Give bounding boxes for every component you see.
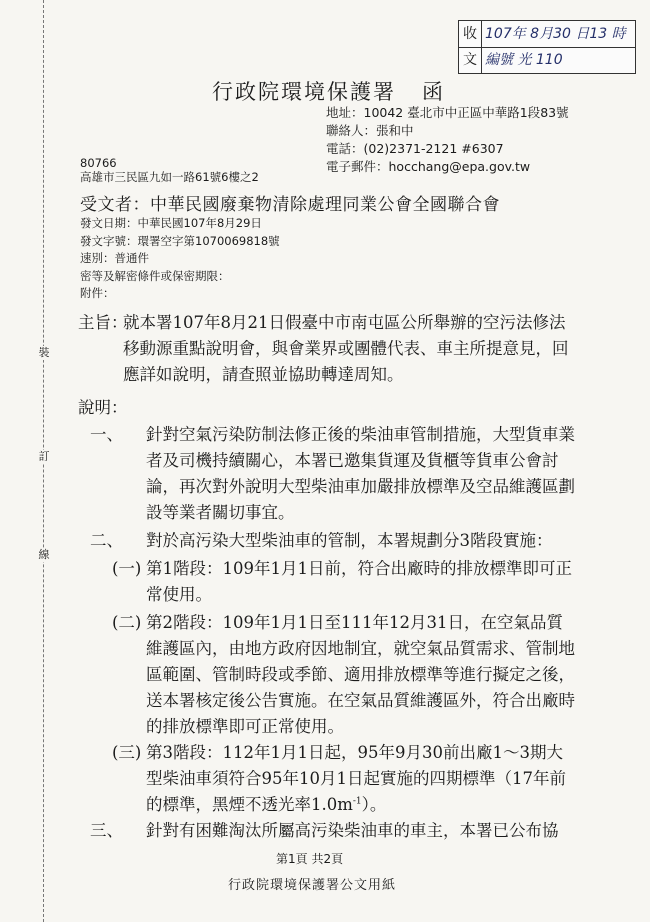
phase-2-text: 第2階段：109年1月1日至111年12月31日，在空氣品質維護區內，由地方政府因地制宜，就空氣品質需求、管制地區範圍、管制時段或季節、適用排放標準等進行擬定之後，送本署核定後公告實施。在空氣品質維護區外，符合出廠時的排放標準即可正常使用。 [146,613,575,736]
sender-contact-block [326,104,569,176]
document-meta [80,215,280,303]
stamp-received-row [459,21,635,48]
document-type: 函 [422,80,446,104]
issue-date: 發文日期：中華民國107年8月29日 [80,216,262,230]
stamp-document-value: 編號 光 110 [485,52,563,68]
secrecy-level: 密等及解密條件或保密期限： [80,268,230,283]
subject-label: 主旨： [78,313,128,332]
phase-3-text-end: ）。 [361,795,387,814]
phase-3-text [146,740,578,818]
attachment-line: 附件： [80,286,115,300]
binding-char-2: 訂 [38,450,50,463]
phase-2-mark: (二) [112,613,142,632]
postal-zip: 80766 [80,156,117,170]
stamp-received-label: 收 [459,21,482,47]
phase-3-text-main: 第3階段：112年1月1日起，95年9月30前出廠1～3期大型柴油車須符合95年10月1日起實施的四期標準（17年前的標準，黑煙不透光率1.0m [146,743,566,814]
postal-address: 高雄市三民區九如一路61號6樓之2 [80,170,259,184]
contact-person: 聯絡人：張和中 [326,123,414,138]
item-2-text: 對於高污染大型柴油車的管制，本署規劃分3階段實施： [146,531,553,550]
delivery-speed: 速別：普通件 [80,251,149,265]
item-1-mark: 一、 [90,425,123,444]
binding-char-3: 線 [38,548,50,561]
page-number: 第1頁 共2頁 [276,852,344,866]
agency-name: 行政院環境保護署 [212,80,396,104]
subject-text: 就本署107年8月21日假臺中市南屯區公所舉辦的空污法修法移動源重點說明會，與會業界或團體代表、車主所提意見，回應詳如說明，請查照並協助轉達周知。 [123,313,569,384]
form-brand: 行政院環境保護署公文用紙 [228,878,397,893]
stamp-received-value: 107年 8月30 日13 時 [485,26,626,42]
binding-char-1: 裝 [38,346,50,359]
contact-phone: 電話：(02)2371-2121 #6307 [326,141,504,156]
explanation-label: 說明： [78,398,128,417]
phase-3-mark: (三) [112,743,142,762]
recipient-postal-block [80,156,259,184]
stamp-document-label: 文 [459,47,482,73]
receipt-stamp [458,20,636,74]
recipient: 受文者：中華民國廢棄物清除處理同業公會全國聯合會 [80,195,500,215]
item-3-mark: 三、 [90,821,123,840]
contact-email: 電子郵件：hocchang@epa.gov.tw [326,159,531,174]
binding-line [34,0,54,922]
phase-3-superscript: -1 [352,796,362,807]
document-number: 發文字號：環署空字第1070069818號 [80,233,280,248]
item-3-text: 針對有困難淘汰所屬高污染柴油車的車主，本署已公布協 [146,821,559,840]
item-1-text: 針對空氣污染防制法修正後的柴油車管制措施，大型貨車業者及司機持續關心，本署已邀集貨運及貨櫃等貨車公會討論，再次對外說明大型柴油車加嚴排放標準及空品維護區劃設等業者關切事宜。 [146,425,575,522]
stamp-document-row [459,47,635,73]
sender-address: 地址：10042 臺北市中正區中華路1段83號 [326,105,569,120]
phase-1-text: 第1階段：109年1月1日前，符合出廠時的排放標準即可正常使用。 [146,559,572,604]
phase-1-mark: (一) [112,559,142,578]
item-2-mark: 二、 [90,531,123,550]
document-title [212,76,445,106]
